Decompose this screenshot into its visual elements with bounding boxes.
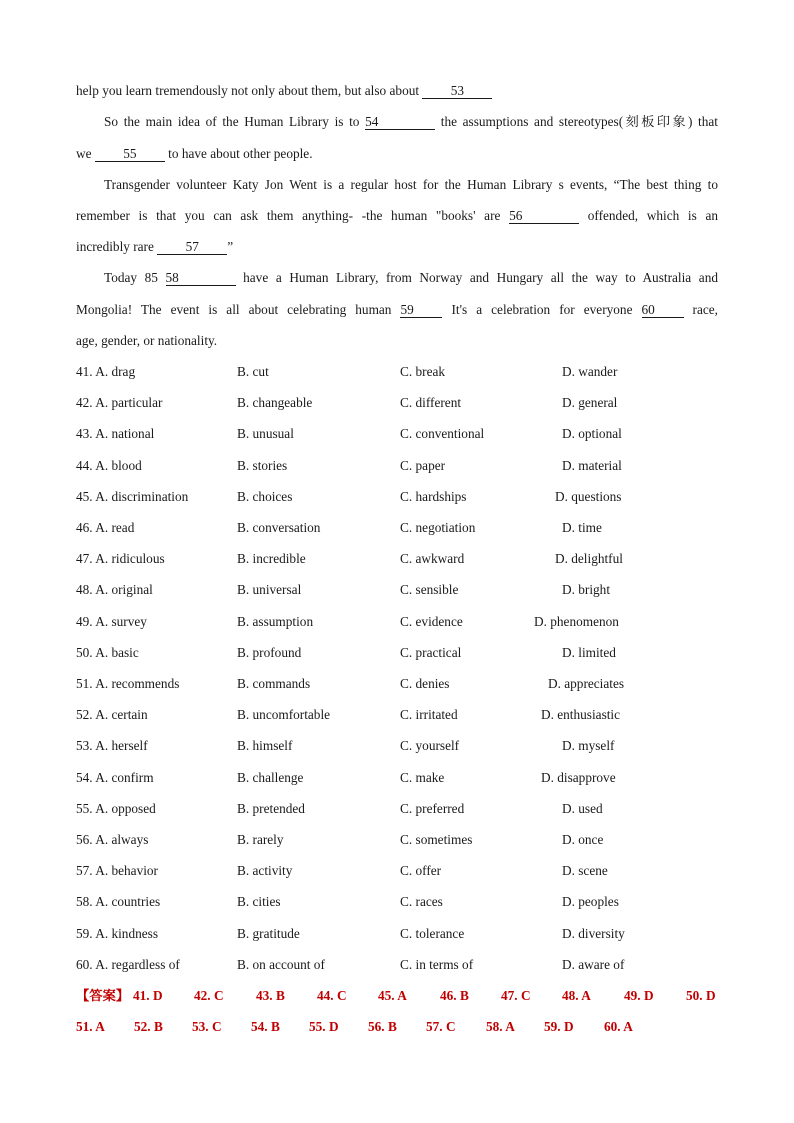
option-d: D. aware of bbox=[562, 956, 625, 972]
passage-line-2 bbox=[104, 113, 718, 131]
passage-text: the assumptions and stereotypes(刻板印象) that bbox=[435, 114, 718, 129]
option-b: B. conversation bbox=[237, 520, 321, 535]
passage-text: age, gender, or nationality. bbox=[76, 333, 218, 348]
option-a: 43. A. national bbox=[76, 426, 155, 442]
option-c: C. practical bbox=[400, 644, 462, 660]
option-b: B. choices bbox=[237, 488, 293, 504]
option-c: C. negotiation bbox=[400, 520, 476, 535]
option-c: C. irritated bbox=[400, 707, 458, 723]
blank-54: 54 bbox=[365, 114, 435, 130]
answer-item: 52. B bbox=[134, 1019, 163, 1034]
option-a: 51. A. recommends bbox=[76, 676, 180, 691]
answer-item: 57. C bbox=[426, 1019, 456, 1034]
option-a: 49. A. survey bbox=[76, 613, 147, 629]
passage-text: help you learn tremendously not only about them, but also about bbox=[76, 83, 423, 98]
blank-53: 53 bbox=[422, 83, 492, 99]
passage-text: incredibly rare bbox=[76, 239, 158, 254]
option-b: B. incredible bbox=[237, 551, 306, 567]
option-a: 42. A. particular bbox=[76, 395, 163, 411]
option-c: C. tolerance bbox=[400, 925, 465, 941]
option-b: B. profound bbox=[237, 644, 302, 660]
option-b: B. unusual bbox=[237, 426, 294, 442]
passage-line-5 bbox=[76, 207, 718, 225]
passage-line-7 bbox=[104, 269, 718, 287]
option-d: D. once bbox=[562, 832, 604, 847]
blank-56: 56 bbox=[509, 208, 579, 224]
option-d: D. diversity bbox=[562, 925, 625, 941]
option-b: B. himself bbox=[237, 738, 293, 754]
option-c: C. denies bbox=[400, 676, 450, 691]
option-d: D. delightful bbox=[555, 551, 623, 567]
answer-row-1 bbox=[76, 987, 718, 1005]
option-a: 54. A. confirm bbox=[76, 769, 154, 785]
passage-text: Today 85 bbox=[104, 270, 166, 285]
passage-line-8 bbox=[76, 301, 718, 319]
option-b: B. rarely bbox=[237, 832, 284, 847]
answer-item: 44. C bbox=[317, 988, 347, 1003]
answer-item: 53. C bbox=[192, 1019, 222, 1034]
option-c: C. break bbox=[400, 364, 446, 379]
passage-text: It's a celebration for everyone bbox=[442, 302, 642, 317]
option-a: 44. A. blood bbox=[76, 457, 142, 473]
option-d: D. myself bbox=[562, 738, 615, 754]
answer-item: 56. B bbox=[368, 1019, 397, 1034]
option-a: 60. A. regardless of bbox=[76, 956, 180, 972]
option-a: 45. A. discrimination bbox=[76, 488, 189, 504]
option-c: C. in terms of bbox=[400, 956, 474, 972]
answer-item: 49. D bbox=[624, 988, 654, 1003]
option-d: D. disapprove bbox=[541, 769, 616, 785]
option-c: C. evidence bbox=[400, 613, 463, 629]
option-b: B. gratitude bbox=[237, 925, 300, 941]
option-a: 58. A. countries bbox=[76, 894, 161, 910]
option-a: 59. A. kindness bbox=[76, 925, 159, 941]
option-b: B. cities bbox=[237, 894, 281, 910]
option-c: C. races bbox=[400, 894, 443, 910]
option-d: D. phenomenon bbox=[534, 613, 619, 629]
option-c: C. conventional bbox=[400, 426, 485, 442]
answer-item: 46. B bbox=[440, 988, 469, 1003]
passage-text: race, bbox=[683, 302, 718, 317]
option-b: B. cut bbox=[237, 364, 269, 379]
option-d: D. enthusiastic bbox=[541, 707, 621, 723]
option-a: 41. A. drag bbox=[76, 364, 136, 379]
blank-55: 55 bbox=[95, 146, 165, 162]
option-d: D. time bbox=[562, 520, 602, 535]
option-b: B. assumption bbox=[237, 613, 314, 629]
option-b: B. activity bbox=[237, 863, 293, 879]
passage-text: we bbox=[76, 146, 95, 161]
option-c: C. different bbox=[400, 395, 462, 411]
passage-text: So the main idea of the Human Library is to bbox=[104, 114, 366, 129]
passage-text: offended, which is an bbox=[579, 208, 718, 223]
answer-item: 51. A bbox=[76, 1019, 105, 1034]
option-d: D. limited bbox=[562, 644, 616, 660]
passage-text: have a Human Library, from Norway and Hungary all the way to Australia and bbox=[235, 270, 718, 285]
option-c: C. make bbox=[400, 769, 445, 785]
answer-item: 45. A bbox=[378, 988, 407, 1003]
option-b: B. on account of bbox=[237, 956, 325, 972]
option-d: D. scene bbox=[562, 863, 608, 879]
option-a: 48. A. original bbox=[76, 582, 153, 598]
option-c: C. sensible bbox=[400, 582, 459, 598]
answer-item: 41. D bbox=[133, 988, 163, 1003]
option-b: B. stories bbox=[237, 457, 288, 473]
answer-item: 42. C bbox=[194, 988, 224, 1003]
blank-59: 59 bbox=[400, 302, 442, 318]
option-d: D. appreciates bbox=[548, 676, 625, 691]
option-b: B. universal bbox=[237, 582, 302, 598]
answer-item: 47. C bbox=[501, 988, 531, 1003]
option-b: B. commands bbox=[237, 676, 311, 691]
option-b: B. changeable bbox=[237, 395, 313, 411]
blank-58: 58 bbox=[166, 270, 236, 286]
option-a: 52. A. certain bbox=[76, 707, 148, 723]
option-a: 47. A. ridiculous bbox=[76, 551, 165, 567]
option-c: C. awkward bbox=[400, 551, 465, 567]
answer-item: 59. D bbox=[544, 1019, 574, 1034]
option-d: D. material bbox=[562, 457, 622, 473]
option-a: 57. A. behavior bbox=[76, 863, 158, 879]
passage-text: Transgender volunteer Katy Jon Went is a regular host for the Human Library s events, “The best thing to bbox=[104, 177, 718, 192]
blank-57: 57 bbox=[157, 239, 227, 255]
option-c: C. preferred bbox=[400, 800, 465, 816]
passage-line-3 bbox=[76, 145, 313, 163]
option-c: C. yourself bbox=[400, 738, 460, 754]
answer-row-2 bbox=[76, 1018, 718, 1036]
passage-text: remember is that you can ask them anything- -the human "books' are bbox=[76, 208, 510, 223]
passage-line-4 bbox=[104, 176, 718, 194]
answer-label: 【答案】 bbox=[76, 988, 130, 1003]
passage-text: to have about other people. bbox=[164, 146, 313, 161]
answer-item: 55. D bbox=[309, 1019, 339, 1034]
answer-item: 60. A bbox=[604, 1019, 633, 1034]
option-d: D. wander bbox=[562, 364, 618, 379]
option-d: D. general bbox=[562, 395, 618, 411]
passage-line-9 bbox=[76, 332, 217, 350]
option-d: D. bright bbox=[562, 582, 611, 598]
answer-item: 58. A bbox=[486, 1019, 515, 1034]
passage-line-1 bbox=[76, 82, 492, 100]
option-c: C. paper bbox=[400, 457, 446, 473]
option-d: D. questions bbox=[555, 488, 622, 504]
option-b: B. uncomfortable bbox=[237, 707, 331, 723]
passage-line-6 bbox=[76, 238, 233, 256]
option-c: C. offer bbox=[400, 863, 442, 879]
option-d: D. peoples bbox=[562, 894, 619, 910]
option-a: 53. A. herself bbox=[76, 738, 148, 754]
option-a: 50. A. basic bbox=[76, 644, 139, 660]
option-a: 56. A. always bbox=[76, 832, 149, 847]
option-a: 55. A. opposed bbox=[76, 800, 156, 816]
answer-item: 54. B bbox=[251, 1019, 280, 1034]
option-d: D. used bbox=[562, 800, 603, 816]
passage-text: Mongolia! The event is all about celebrating human bbox=[76, 302, 401, 317]
answer-item: 43. B bbox=[256, 988, 285, 1003]
option-a: 46. A. read bbox=[76, 520, 135, 535]
option-b: B. challenge bbox=[237, 769, 304, 785]
answer-item: 48. A bbox=[562, 988, 591, 1003]
option-c: C. sometimes bbox=[400, 832, 473, 847]
option-d: D. optional bbox=[562, 426, 622, 442]
option-b: B. pretended bbox=[237, 800, 305, 816]
blank-60: 60 bbox=[642, 302, 684, 318]
answer-item: 50. D bbox=[686, 988, 716, 1003]
passage-text: ” bbox=[227, 239, 234, 254]
option-c: C. hardships bbox=[400, 488, 467, 504]
